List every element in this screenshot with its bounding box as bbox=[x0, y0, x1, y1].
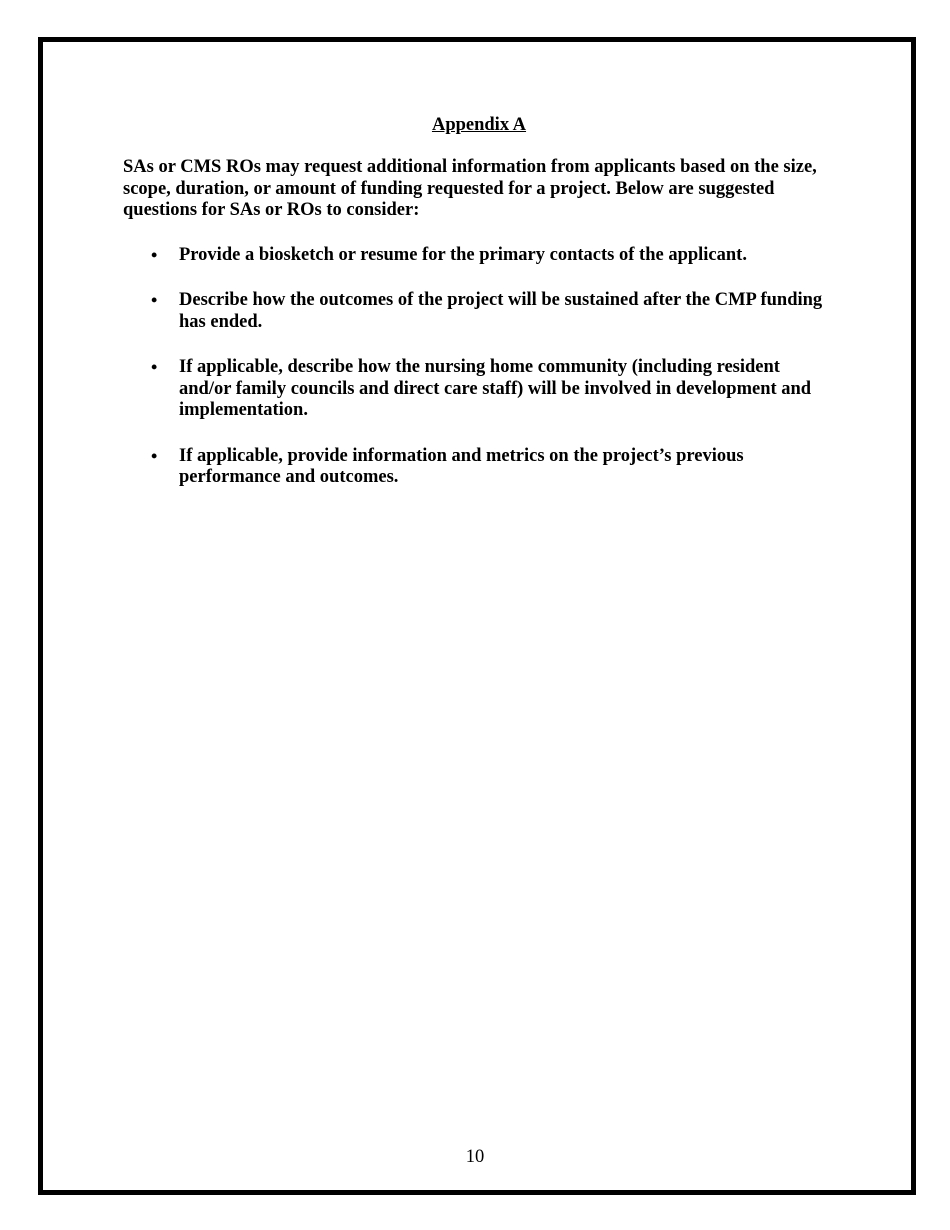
list-item bbox=[123, 357, 835, 422]
list-item bbox=[123, 446, 835, 489]
appendix-title: Appendix A bbox=[431, 115, 527, 135]
list-item-text: If applicable, provide information and metrics on the project’s previous performance and outcomes. bbox=[179, 445, 744, 487]
page-number: 10 bbox=[465, 1147, 485, 1167]
question-list bbox=[123, 245, 835, 489]
bullet-icon: • bbox=[151, 445, 158, 466]
bullet-icon: • bbox=[151, 244, 158, 265]
list-item bbox=[123, 290, 835, 333]
list-item-text: If applicable, describe how the nursing home community (including resident and/or family councils and direct care staff) will be involved in development and implementation. bbox=[179, 357, 812, 420]
list-item-text: Describe how the outcomes of the project will be sustained after the CMP funding has ended. bbox=[179, 290, 823, 332]
bullet-icon: • bbox=[151, 357, 158, 377]
list-item bbox=[123, 245, 835, 267]
intro-paragraph: SAs or CMS ROs may request additional information from applicants based on the size, scope, duration, or amount of funding requested for a project. Below are suggested questions for SAs or ROs to consider: bbox=[123, 157, 817, 220]
list-item-text: Provide a biosketch or resume for the primary contacts of the applicant. bbox=[179, 244, 747, 265]
document-body bbox=[123, 113, 835, 513]
bullet-icon: • bbox=[151, 290, 158, 310]
